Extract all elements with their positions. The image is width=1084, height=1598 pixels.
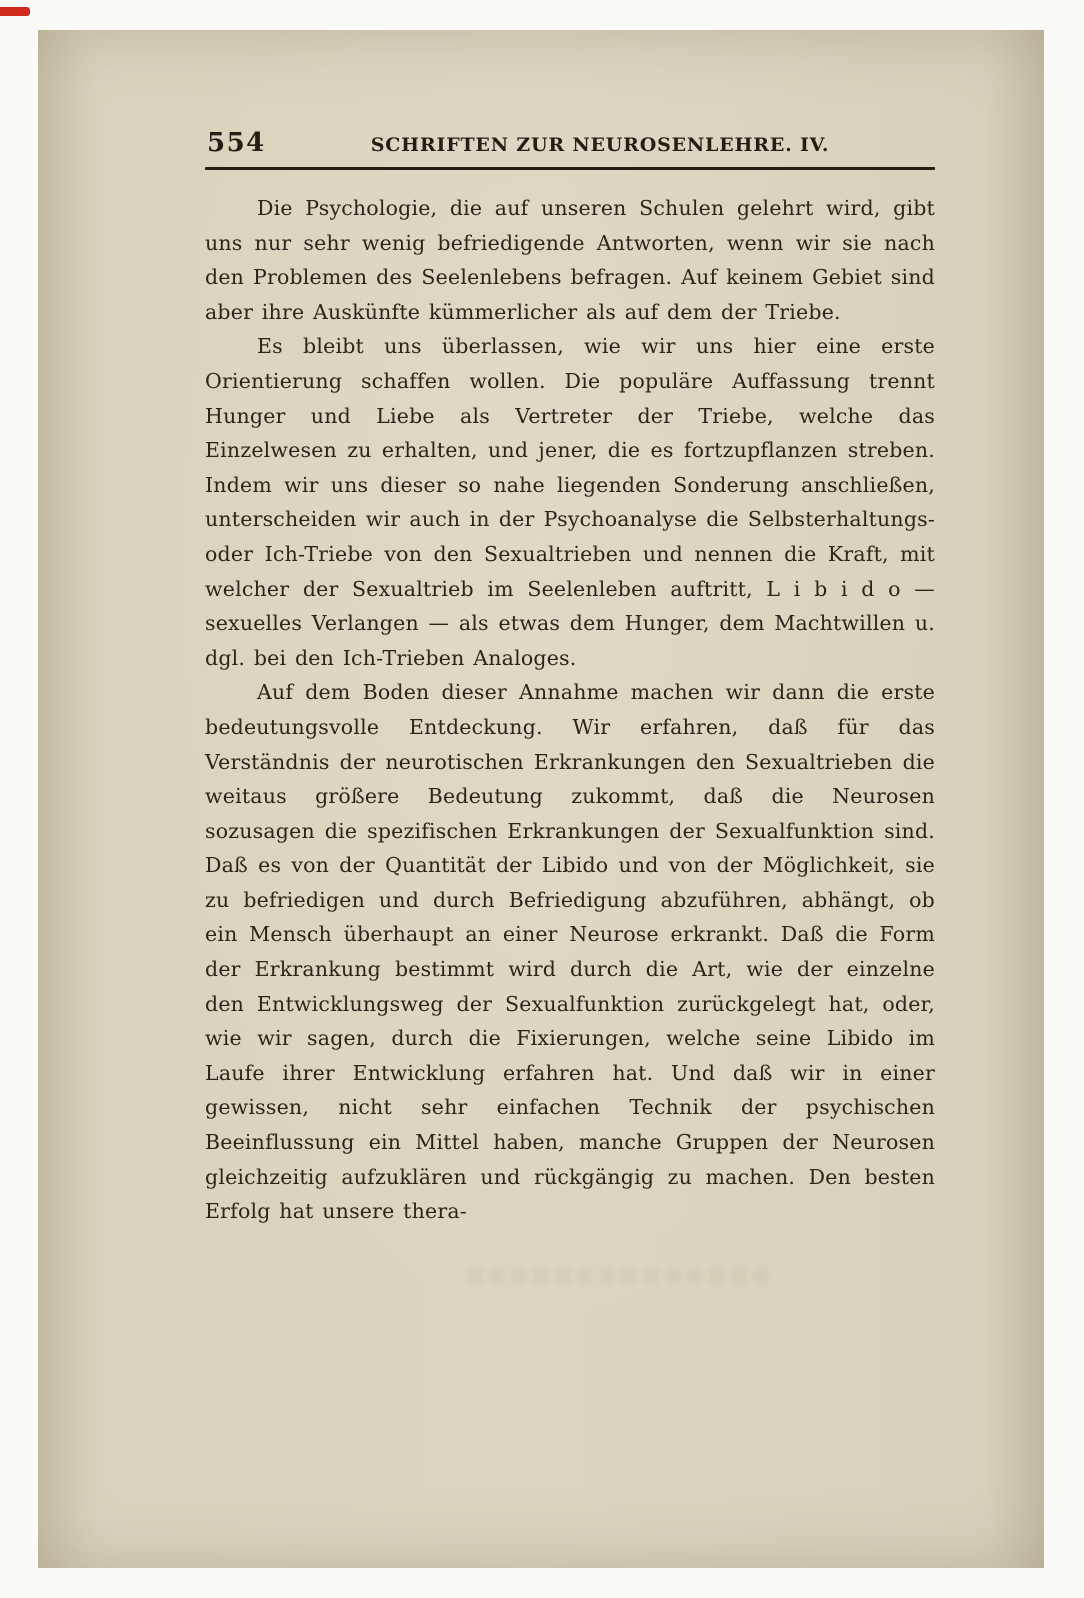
ink-bleed-through	[468, 1268, 768, 1284]
paragraph-2: Es bleibt uns überlassen, wie wir uns hier eine erste Orientierung schaffen wollen. Die populäre Auffassung trennt Hunger und Liebe als Vertreter der Triebe, welche das Einzelwesen zu erhalten, und jener, die es fortzupflanzen streben. Indem wir uns dieser so nahe liegenden Sonderung anschließen, unterscheiden wir auch in der Psychoanalyse die Selbsterhaltungs- oder Ich-Triebe von den Sexualtrieben und nennen die Kraft, mit welcher der Sexualtrieb im Seelenleben auftritt, L i b i d o — sexuelles Verlangen — als etwas dem Hunger, dem Machtwillen u. dgl. bei den Ich-Trieben Analoges.	[205, 334, 935, 670]
paragraph-1: Die Psychologie, die auf unseren Schulen gelehrt wird, gibt uns nur sehr wenig befriedigende Antworten, wenn wir sie nach den Problemen des Seelenlebens befragen. Auf keinem Gebiet sind aber ihre Auskünfte kümmerlicher als auf dem der Triebe.	[205, 196, 935, 324]
book-page	[38, 30, 1044, 1568]
body-text	[205, 191, 935, 1229]
paragraph-3: Auf dem Boden dieser Annahme machen wir dann die erste bedeutungsvolle Entdeckung. Wir erfahren, daß für das Verständnis der neurotischen Erkrankungen den Sexualtrieben die weitaus größere Bedeutung zukommt, daß die Neurosen sozusagen die spezifischen Erkrankungen der Sexualfunktion sind. Daß es von der Quantität der Libido und von der Möglichkeit, sie zu befriedigen und durch Befriedigung abzuführen, abhängt, ob ein Mensch überhaupt an einer Neurose erkrankt. Daß die Form der Erkrankung bestimmt wird durch die Art, wie der einzelne den Entwicklungsweg der Sexualfunktion zurückgelegt hat, oder, wie wir sagen, durch die Fixierungen, welche seine Libido im Laufe ihrer Entwicklung erfahren hat. Und daß wir in einer gewissen, nicht sehr einfachen Technik der psychischen Beeinflussung ein Mittel haben, manche Gruppen der Neurosen gleichzeitig aufzuklären und rückgängig zu machen. Den besten Erfolg hat unsere thera-	[205, 680, 935, 1224]
page-number: 554	[207, 128, 266, 158]
scan-artifact-red-mark	[0, 7, 30, 16]
header-rule	[205, 167, 935, 170]
running-title: SCHRIFTEN ZUR NEUROSENLEHRE. IV.	[370, 134, 830, 156]
page-header	[205, 128, 935, 162]
